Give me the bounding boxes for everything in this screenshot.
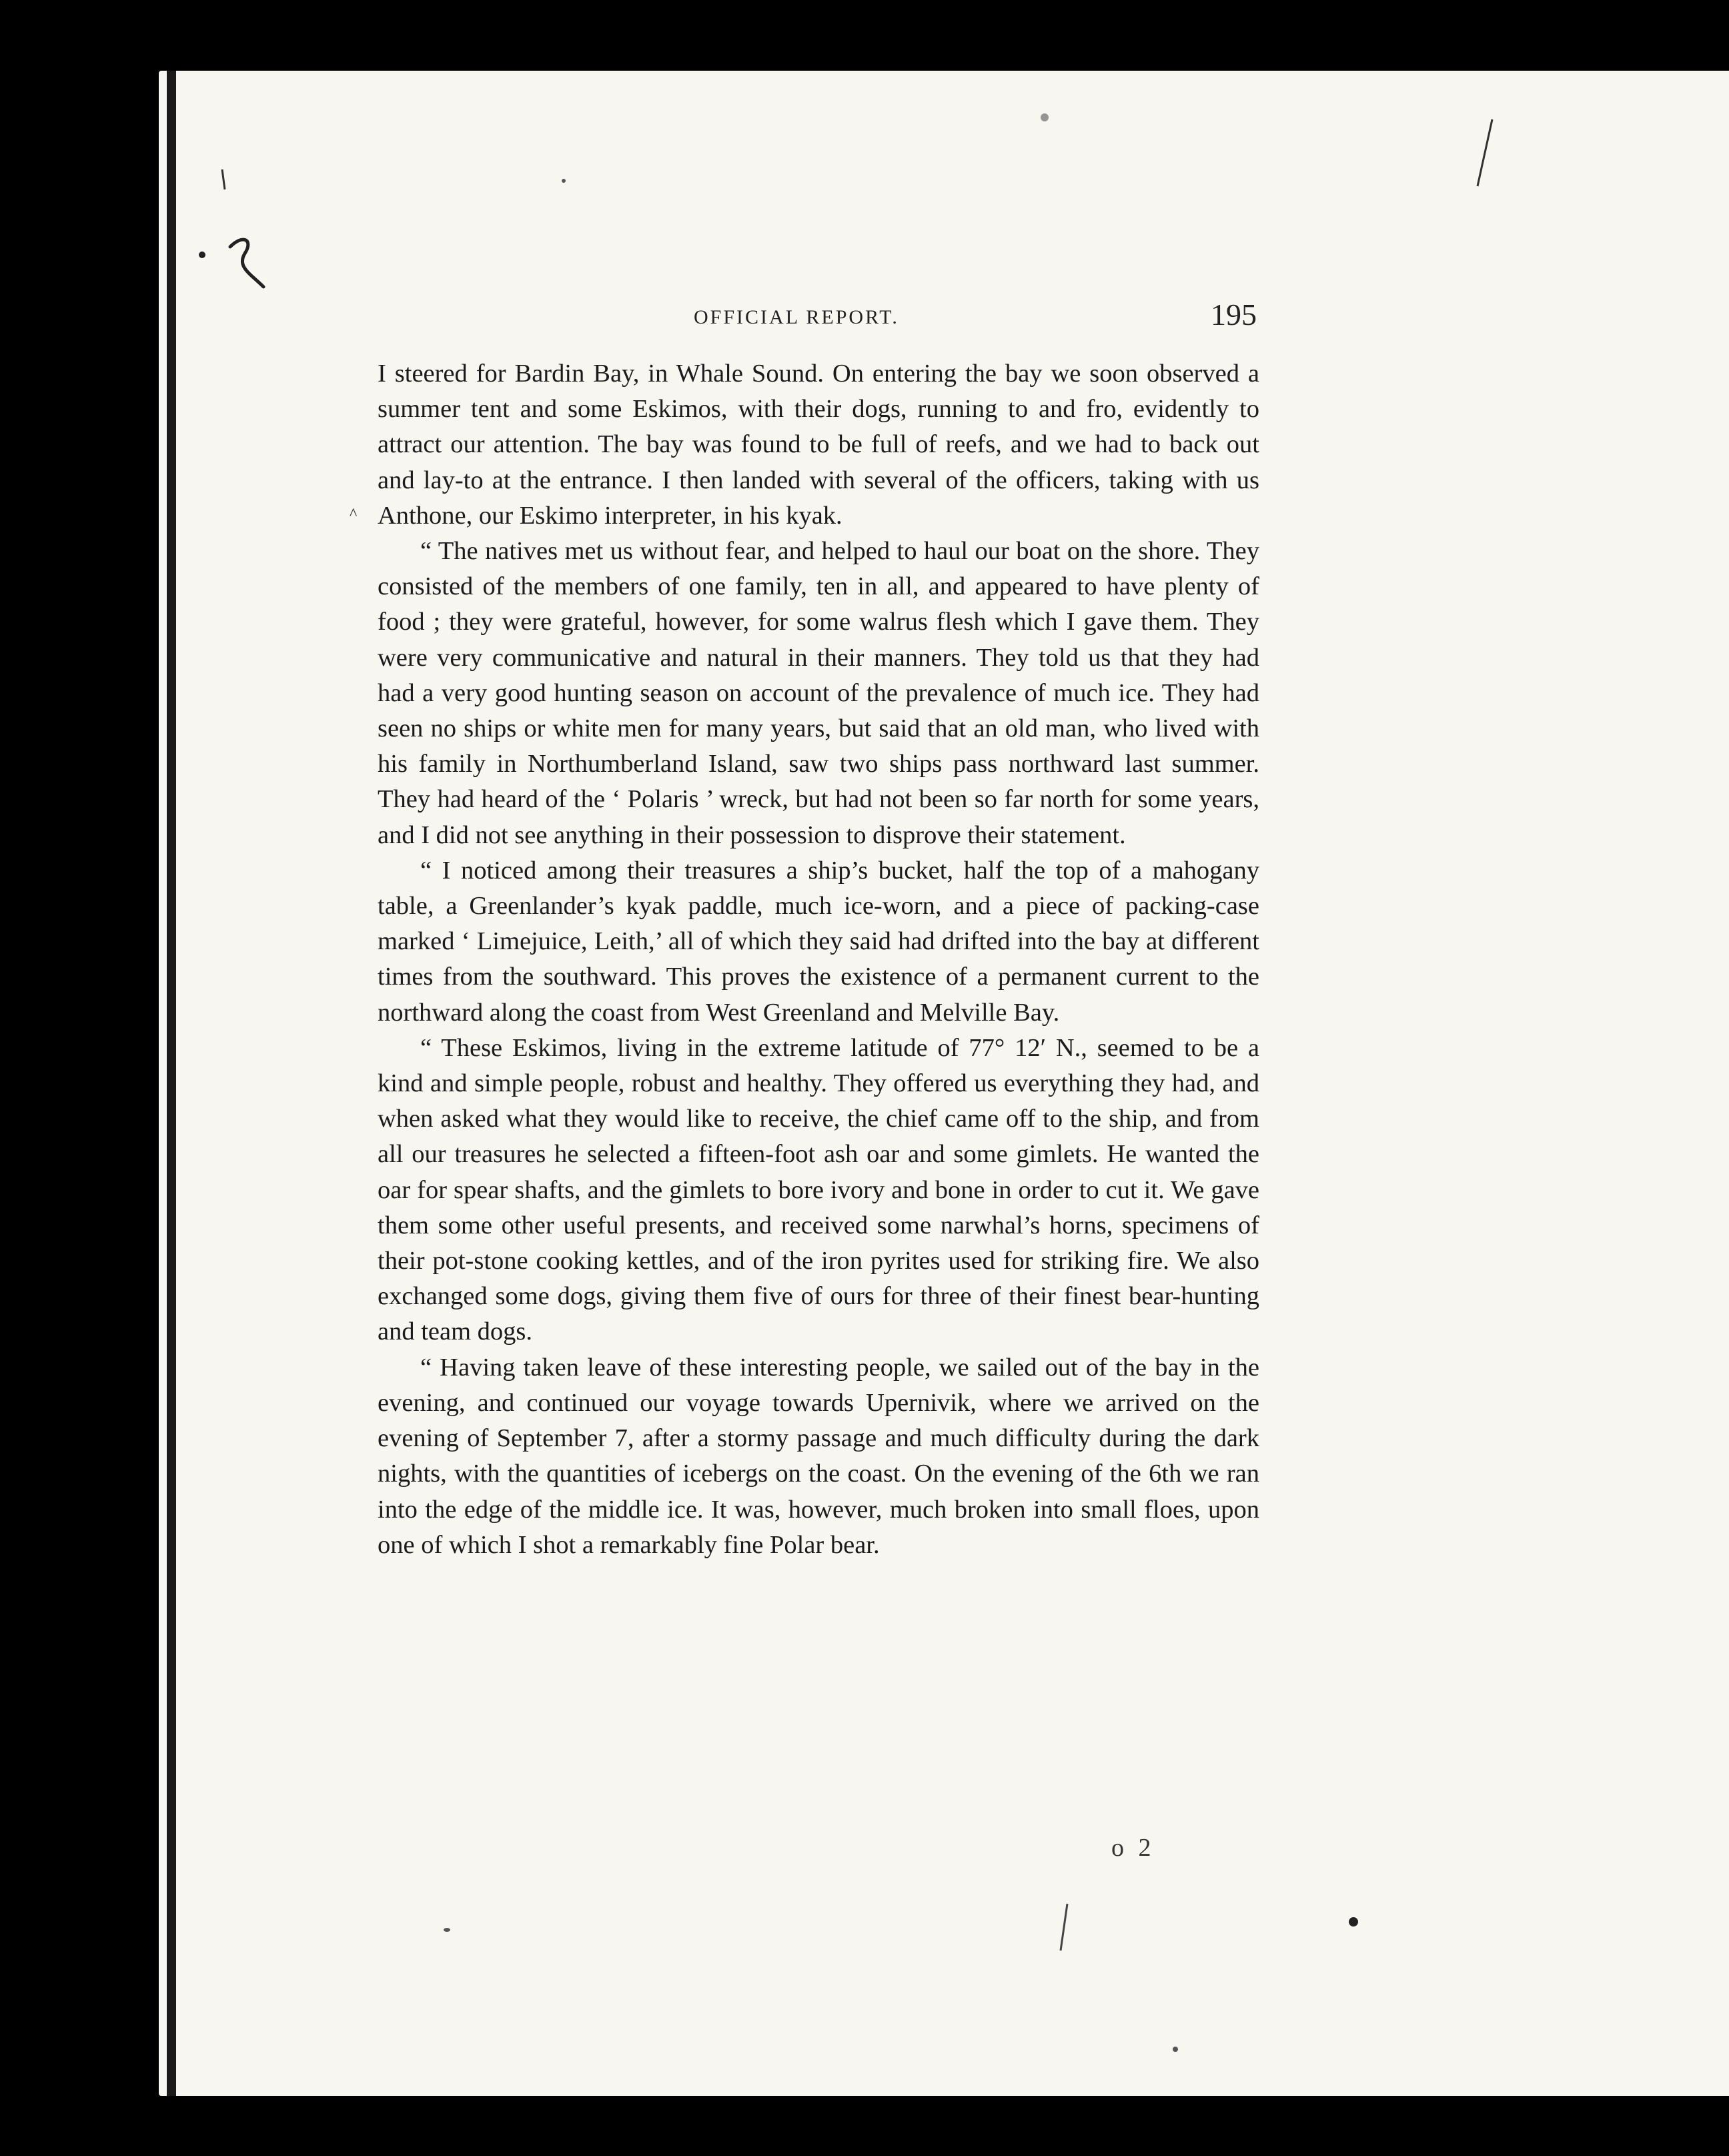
pencil-stroke-right — [1471, 117, 1498, 190]
paragraph: “ The natives met us without fear, and helped to haul our boat on the shore. They consisted of the members of one family, ten in all, and appeared to have plenty of food ; they were grateful, however, for some walrus flesh which I gave them. They were very communicative and natural in their manners. They told us that they had had a very good hunting season on account of the prevalence of much ice. They had seen no ships or white men for many years, but said that an old man, who lived with his family in Northumberland Island, saw two ships pass northward last summer. They had heard of the ‘ Polaris ’ wreck, but had not been so far north for some years, and I did not see anything in their possession to disprove their statement. — [378, 537, 1259, 849]
paragraph: “ These Eskimos, living in the extreme latitude of 77° 12′ N., seemed to be a kind and simple people, robust and healthy. They offered us everything they had, and when asked what they would like to receive, the chief came off to the ship, and from all our treasures he selected a fifteen-foot ash oar and some gimlets. He wanted the oar for spear shafts, and the gimlets to bore ivory and bone in order to cut it. We gave them some other useful presents, and received some narwhal’s horns, specimens of their pot-stone cooking kettles, and of the iron pyrites used for striking fire. We also exchanged some dogs, giving them five of ours for three of their finest bear-hunting and team dogs. — [378, 1033, 1259, 1346]
paragraph: I steered for Bardin Bay, in Whale Sound. On entering the bay we soon observed a summer tent and some Eskimos, with their dogs, running to and fro, evidently to attract our attention. The bay was found to be full of reefs, and we had to back out and lay-to at the entrance. I then landed with several of the officers, taking with us Anthone, our Eskimo interpreter, in his kyak. — [378, 360, 1259, 530]
margin-caret: ^ — [350, 506, 358, 523]
ink-speck — [562, 179, 566, 183]
page-gutter — [167, 71, 176, 2096]
signature-mark: o 2 — [1111, 1834, 1155, 1862]
pencil-mark — [190, 227, 283, 300]
ink-speck — [1173, 2047, 1178, 2052]
ink-speck — [1041, 113, 1049, 121]
body-text — [378, 356, 1259, 1563]
ink-speck — [1349, 1917, 1358, 1927]
paragraph: “ I noticed among their treasures a ship’s bucket, half the top of a mahogany table, a Greenlander’s kyak paddle, much ice-worn, and a piece of packing-case marked ‘ Limejuice, Leith,’ all of which they said had drifted into the bay at different times from the southward. This proves the existence of a permanent current to the northward along the coast from West Greenland and Melville Bay. — [378, 856, 1259, 1027]
running-head: OFFICIAL REPORT. — [694, 306, 899, 328]
page-header — [694, 297, 1261, 344]
paragraph: “ Having taken leave of these interesting people, we sailed out of the bay in the evening, and continued our voyage towards Upernivik, where we arrived on the evening of September 7, after a stormy passage and much difficulty during the dark nights, with the quantities of icebergs on the coast. On the evening of the 6th we ran into the edge of the middle ice. It was, however, much broken into small floes, upon one of which I shot a remarkably fine Polar bear. — [378, 1353, 1259, 1559]
pencil-stroke-bottom — [1054, 1901, 1074, 1955]
ink-speck — [444, 1928, 450, 1932]
pencil-tick — [217, 167, 230, 193]
page-number: 195 — [1211, 298, 1257, 332]
